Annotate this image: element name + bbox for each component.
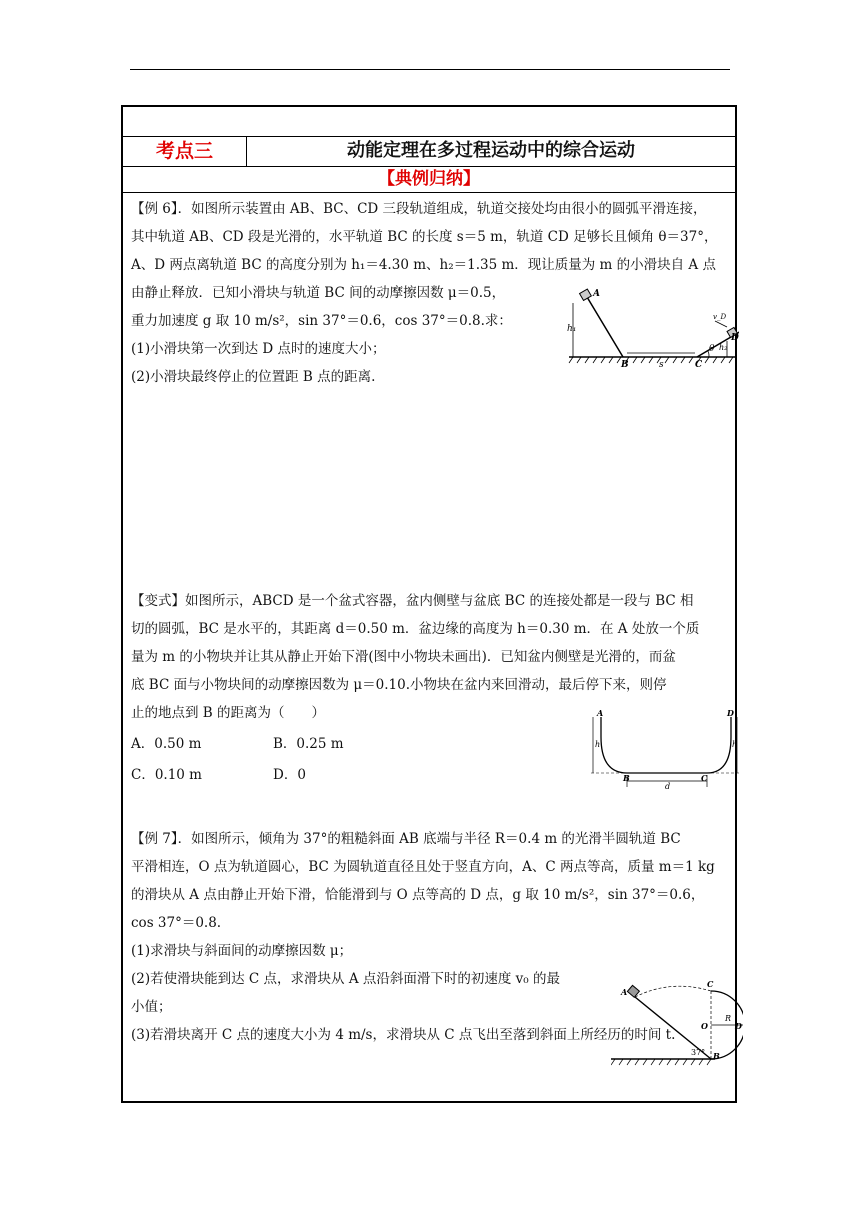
option-c: C．0.10 m [131, 767, 202, 783]
section-label: 【典例归纳】 [123, 167, 735, 193]
option-b: B．0.25 m [273, 736, 344, 752]
variant-line: 量为 m 的小物块并让其从静止开始下滑(图中小物块未画出)．已知盆内侧壁是光滑的，而盆 [131, 649, 676, 665]
ex6-figure [567, 287, 739, 369]
ex7-label-b: B [713, 1051, 720, 1061]
ex6-question-1: (1)小滑块第一次到达 D 点时的速度大小； [131, 341, 386, 357]
ex6-question-2: (2)小滑块最终停止的位置距 B 点的距离. [131, 369, 376, 385]
ex7-label-o: O [701, 1021, 708, 1031]
ex7-line: 【例 7】．如图所示，倾角为 37°的粗糙斜面 AB 底端与半径 R＝0.4 m 的光滑半圆轨道 BC [131, 831, 681, 847]
variant-label-d: D [727, 709, 734, 718]
variant-label-d-dist: d [665, 782, 671, 791]
ex6-line: 重力加速度 g 取 10 m/s²，sin 37°＝0.6，cos 37°＝0.8.求： [131, 313, 512, 329]
blank-row [123, 107, 735, 137]
ex7-question-2: (2)若使滑块能到达 C 点，求滑块从 A 点沿斜面滑下时的初速度 v₀ 的最 [131, 971, 560, 987]
ex6-label-s: s [659, 360, 664, 369]
ex6-label-h2: h₂ [719, 343, 728, 352]
ex6-label-a: A [593, 289, 600, 299]
option-a: A．0.50 m [131, 736, 202, 752]
header-rule [130, 69, 730, 70]
variant-line: 切的圆弧，BC 是水平的，其距离 d＝0.50 m．盆边缘的高度为 h＝0.30 m．在 A 处放一个质 [131, 621, 700, 637]
ex7-question-3: (3)若滑块离开 C 点的速度大小为 4 m/s，求滑块从 C 点飞出至落到斜面上所经历的时间 t. [131, 1027, 676, 1043]
ex7-label-r: R [725, 1014, 732, 1023]
variant-line: 底 BC 面与小物块间的动摩擦因数为 μ＝0.10.小物块在盆内来回滑动，最后停下来，则停 [131, 677, 667, 693]
ex6-label-theta: θ [709, 344, 715, 354]
variant-figure [589, 709, 739, 793]
ex6-label-h1: h₁ [567, 324, 577, 334]
ex7-line: 平滑相连，O 点为轨道圆心，BC 为圆轨道直径且处于竖直方向，A、C 两点等高，质量 m＝1 kg [131, 859, 715, 875]
variant-line: 止的地点到 B 的距离为（ ） [131, 705, 326, 721]
ex7-line: cos 37°＝0.8. [131, 915, 222, 931]
variant-label-b: B [623, 773, 630, 783]
ex7-label-angle: 37° [691, 1048, 706, 1057]
ex7-label-d: D [735, 1021, 742, 1031]
ex6-line: 其中轨道 AB、CD 段是光滑的，水平轨道 BC 的长度 s＝5 m，轨道 CD 足够长且倾角 θ＝37°， [131, 229, 718, 245]
variant-line: 【变式】如图所示，ABCD 是一个盆式容器，盆内侧壁与盆底 BC 的连接处都是一段与 BC 相 [131, 593, 694, 609]
ex7-figure [611, 973, 743, 1067]
ex6-line: A、D 两点离轨道 BC 的高度分别为 h₁＝4.30 m、h₂＝1.35 m．现让质量为 m 的小滑块自 A 点 [131, 257, 716, 273]
variant-label-h-right: h [732, 740, 738, 749]
ex6-line: 由静止释放．已知小滑块与轨道 BC 间的动摩擦因数 μ＝0.5， [131, 285, 506, 301]
ex7-question-2-cont: 小值； [131, 999, 172, 1015]
variant-label-h-left: h [595, 740, 601, 749]
ex7-line: 的滑块从 A 点由静止开始下滑，恰能滑到与 O 点等高的 D 点，g 取 10 m/s²，sin 37°＝0.6， [131, 887, 705, 903]
variant-label-c: C [701, 773, 708, 783]
ex6-line: 【例 6】．如图所示装置由 AB、BC、CD 三段轨道组成，轨道交接处均由很小的圆弧平滑连接， [131, 201, 707, 217]
ex6-label-d: D [731, 333, 739, 343]
ex6-label-vd: v_D [713, 313, 727, 321]
ex7-label-c: C [707, 979, 714, 989]
ex6-label-b: B [621, 360, 629, 369]
topic-row [123, 136, 735, 167]
topic-label: 考点三 [123, 136, 247, 166]
option-d: D．0 [273, 767, 306, 783]
topic-title: 动能定理在多过程运动中的综合运动 [347, 140, 635, 161]
ex7-label-a: A [621, 987, 628, 997]
worksheet-table [121, 105, 742, 1103]
ex7-question-1: (1)求滑块与斜面间的动摩擦因数 μ； [131, 943, 353, 959]
ex6-label-c: C [695, 360, 703, 369]
variant-label-a: A [597, 709, 604, 718]
